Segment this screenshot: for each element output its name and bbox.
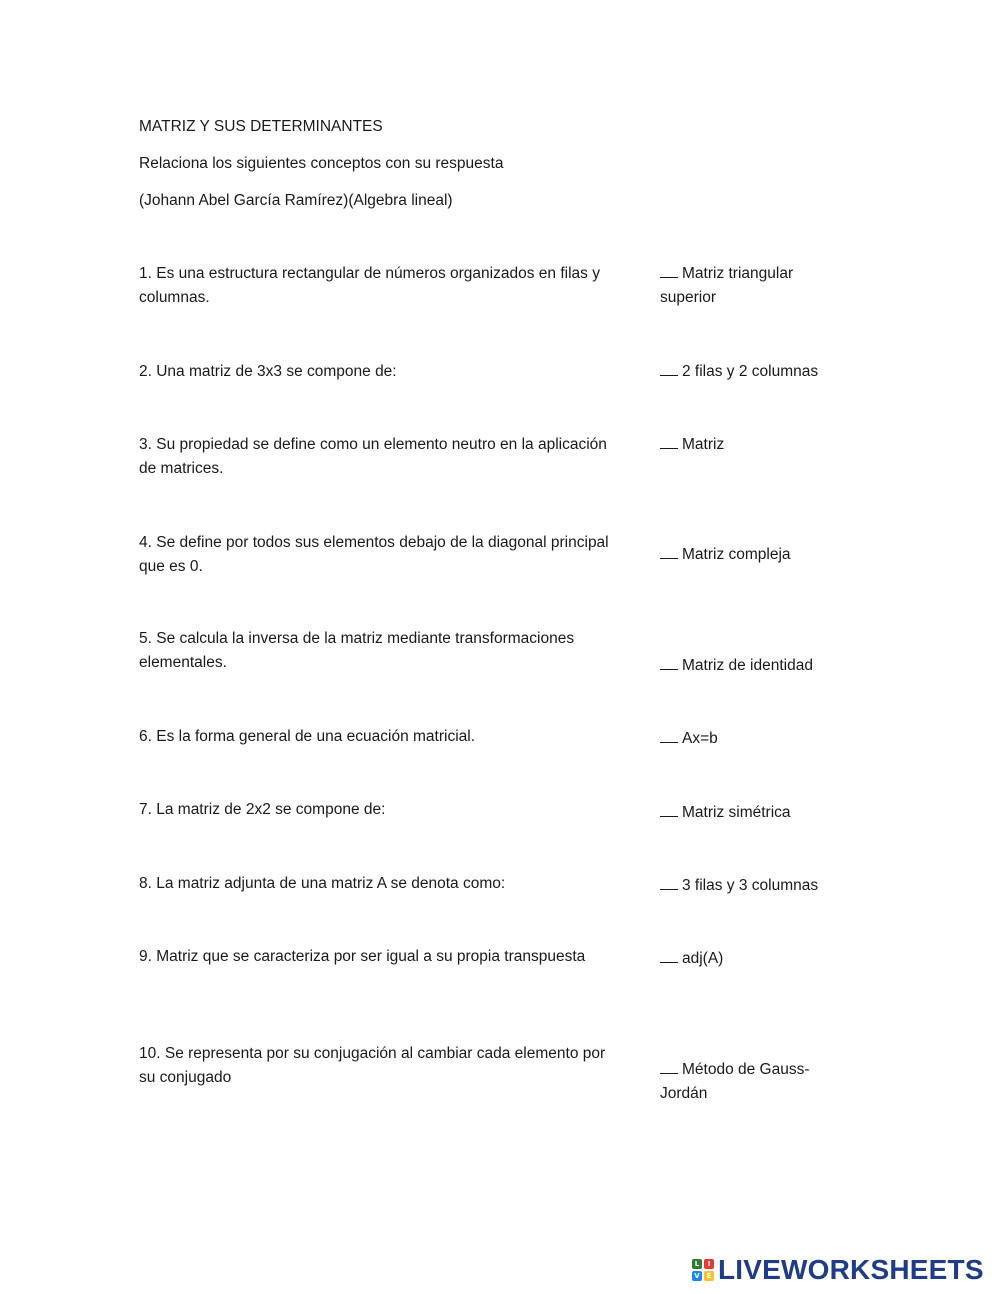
answer-label: Matriz compleja: [682, 546, 791, 563]
logo-tile: E: [704, 1271, 714, 1281]
logo-text: LIVEWORKSHEETS: [718, 1254, 984, 1285]
question-3: 3. Su propiedad se define como un elemento neutro en la aplicación de matrices.: [139, 436, 607, 477]
answer-blank-4[interactable]: [660, 544, 678, 559]
answer-blank-8[interactable]: [660, 875, 678, 890]
answer-blank-3[interactable]: [660, 434, 678, 449]
question-4: 4. Se define por todos sus elementos debajo de la diagonal principal que es 0.: [139, 534, 609, 575]
question-9: 9. Matriz que se caracteriza por ser igual a su propia transpuesta: [139, 948, 586, 965]
worksheet-instructions: Relaciona los siguientes conceptos con su respuesta: [139, 155, 504, 172]
answer-blank-9[interactable]: [660, 948, 678, 963]
answer-label: Ax=b: [682, 730, 718, 747]
answer-label: adj(A): [682, 950, 724, 967]
worksheet-author: (Johann Abel García Ramírez)(Algebra lineal): [139, 192, 453, 209]
answer-item: [660, 360, 835, 384]
question-1: 1. Es una estructura rectangular de números organizados en filas y columnas.: [139, 265, 600, 306]
answer-blank-5[interactable]: [660, 655, 678, 670]
answer-item: [660, 1058, 835, 1106]
answer-item: [660, 654, 835, 678]
answer-blank-7[interactable]: [660, 802, 678, 817]
answer-label: Matriz simétrica: [682, 804, 791, 821]
question-10: 10. Se representa por su conjugación al cambiar cada elemento por su conjugado: [139, 1045, 606, 1086]
answer-blank-1[interactable]: [660, 263, 678, 278]
answer-item: [660, 543, 835, 567]
answer-blank-6[interactable]: [660, 728, 678, 743]
logo-tile: I: [704, 1259, 714, 1269]
answer-label: 2 filas y 2 columnas: [682, 363, 819, 380]
answer-label: 3 filas y 3 columnas: [682, 877, 819, 894]
answer-item: [660, 801, 835, 825]
logo-tile: V: [692, 1271, 702, 1281]
answer-label: Método de Gauss-Jordán: [660, 1061, 810, 1102]
logo-tile: L: [692, 1259, 702, 1269]
liveworksheets-icon: [692, 1259, 714, 1281]
question-7: 7. La matriz de 2x2 se compone de:: [139, 801, 386, 818]
worksheet-title: MATRIZ Y SUS DETERMINANTES: [139, 118, 383, 135]
answer-blank-2[interactable]: [660, 361, 678, 376]
answer-blank-10[interactable]: [660, 1059, 678, 1074]
answer-label: Matriz triangular superior: [660, 265, 794, 306]
question-5: 5. Se calcula la inversa de la matriz mediante transformaciones elementales.: [139, 630, 575, 671]
question-2: 2. Una matriz de 3x3 se compone de:: [139, 363, 397, 380]
answer-label: Matriz de identidad: [682, 657, 813, 674]
answer-label: Matriz: [682, 436, 725, 453]
question-8: 8. La matriz adjunta de una matriz A se denota como:: [139, 875, 506, 892]
answer-item: [660, 727, 835, 751]
answer-item: [660, 947, 835, 971]
answer-item: [660, 874, 835, 898]
answer-item: [660, 262, 835, 310]
liveworksheets-logo: [692, 1254, 984, 1286]
question-6: 6. Es la forma general de una ecuación matricial.: [139, 728, 476, 745]
answer-item: [660, 433, 835, 457]
